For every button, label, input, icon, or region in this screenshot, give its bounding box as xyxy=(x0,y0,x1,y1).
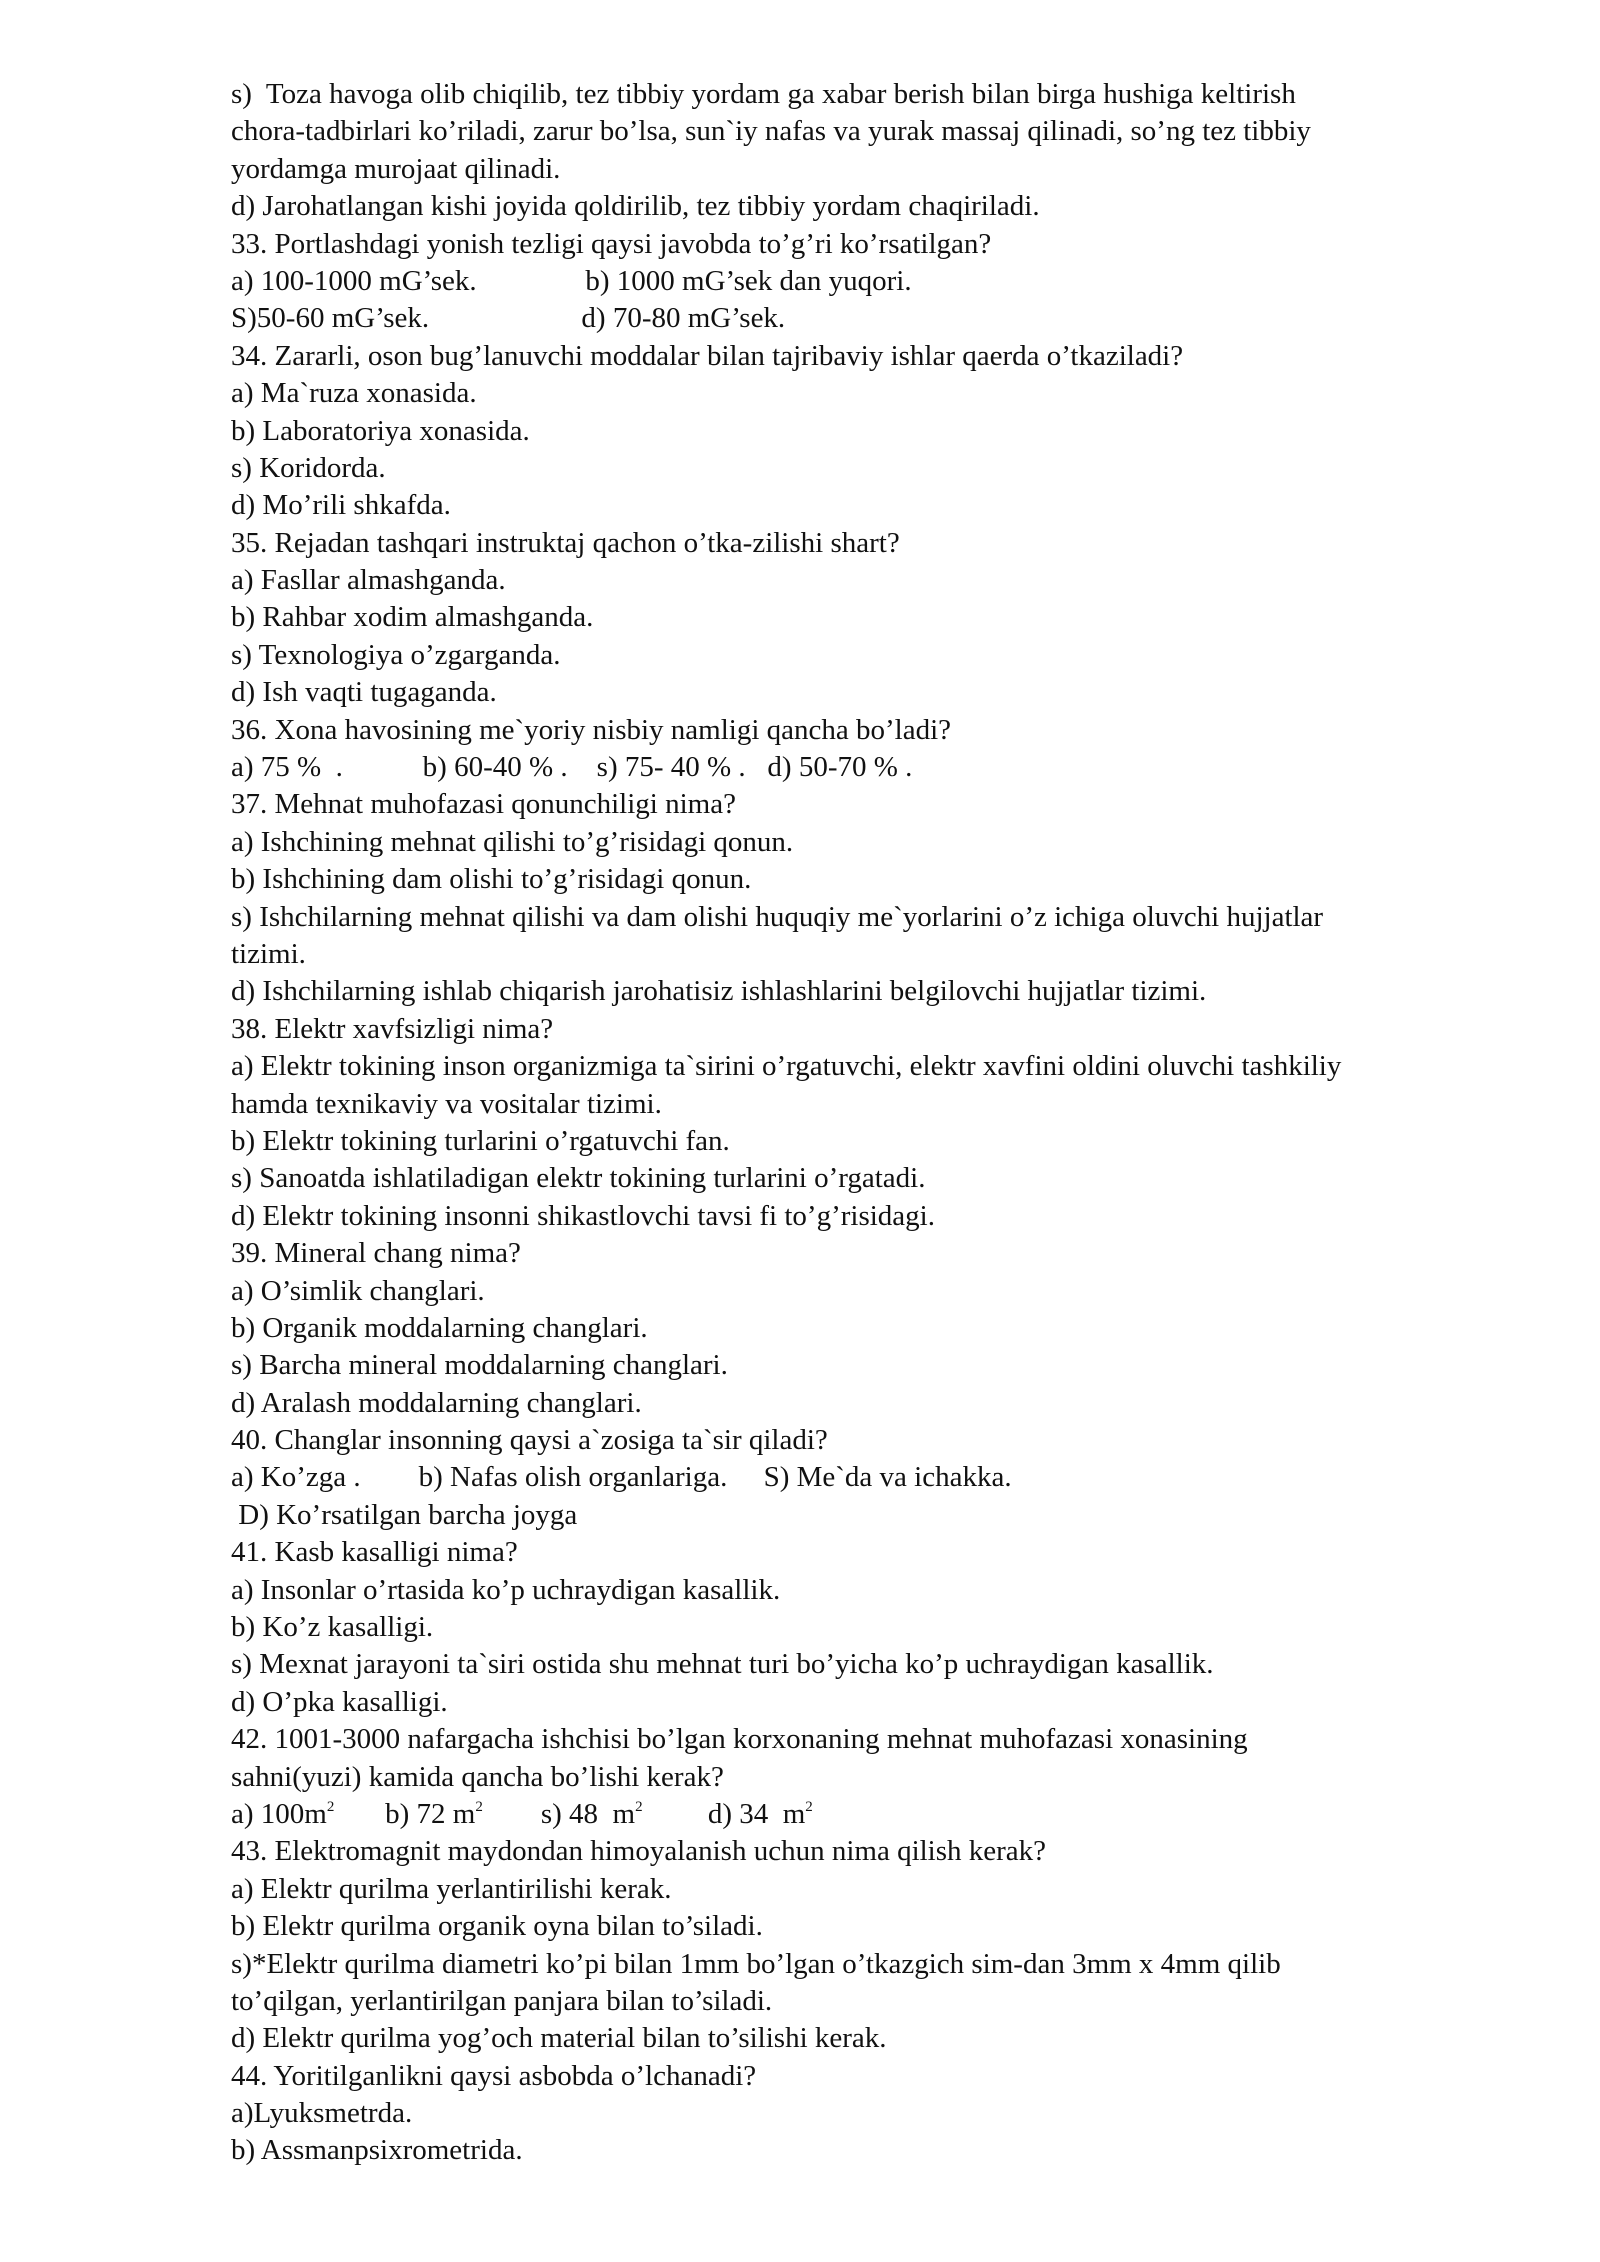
superscript: 2 xyxy=(475,1798,483,1815)
text-line: tizimi. xyxy=(231,937,306,970)
text-line: d) Elektr tokining insonni shikastlovchi tavsi fi to’g’risidagi. xyxy=(231,1199,935,1232)
text-line: b) Ko’z kasalligi. xyxy=(231,1611,434,1644)
question-35: 35. Rejadan tashqari instruktaj qachon o’tka-zilishi shart? xyxy=(231,526,900,559)
question-43: 43. Elektromagnit maydondan himoyalanish uchun nima qilish kerak? xyxy=(231,1835,1047,1868)
text-line: chora-tadbirlari ko’riladi, zarur bo’lsa, sun`iy nafas va yurak massaj qilinadi, so’ng tez tibbiy xyxy=(231,115,1311,148)
question-39: 39. Mineral chang nima? xyxy=(231,1237,521,1270)
question-37: 37. Mehnat muhofazasi qonunchiligi nima? xyxy=(231,788,736,821)
text-line: d) Jarohatlangan kishi joyida qoldirilib, tez tibbiy yordam chaqiriladi. xyxy=(231,190,1040,223)
text-line: yordamga murojaat qilinadi. xyxy=(231,152,561,185)
text-line: d) Aralash moddalarning changlari. xyxy=(231,1386,642,1419)
question-33: 33. Portlashdagi yonish tezligi qaysi javobda to’g’ri ko’rsatilgan? xyxy=(231,227,992,260)
text-line: sahni(yuzi) kamida qancha bo’lishi kerak? xyxy=(231,1760,724,1793)
text-line: a) Elektr qurilma yerlantirilishi kerak. xyxy=(231,1872,672,1905)
text-line: a) Ko’zga . b) Nafas olish organlariga. S) Me`da va ichakka. xyxy=(231,1461,1012,1494)
superscript: 2 xyxy=(805,1798,813,1815)
text-line: d) Mo’rili shkafda. xyxy=(231,489,451,522)
question-41: 41. Kasb kasalligi nima? xyxy=(231,1536,518,1569)
text-line: b) Laboratoriya xonasida. xyxy=(231,414,530,447)
text-line: a) Fasllar almashganda. xyxy=(231,564,506,597)
text-line: s) Barcha mineral moddalarning changlari. xyxy=(231,1349,728,1382)
q42-option-a: a) 100m xyxy=(231,1797,327,1830)
q42-option-s: s) 48 m xyxy=(540,1797,636,1830)
text-line: D) Ko’rsatilgan barcha joyga xyxy=(231,1498,578,1531)
text-line: b) Assmanpsixrometrida. xyxy=(231,2134,523,2167)
text-line: b) Rahbar xodim almashganda. xyxy=(231,601,594,634)
text-line: to’qilgan, yerlantirilgan panjara bilan to’siladi. xyxy=(231,1984,773,2017)
text-line: b) Elektr qurilma organik oyna bilan to’siladi. xyxy=(231,1910,763,1943)
text-line: b) Ishchining dam olishi to’g’risidagi qonun. xyxy=(231,863,752,896)
question-40: 40. Changlar insonning qaysi a`zosiga ta`sir qiladi? xyxy=(231,1424,828,1457)
text-line: S)50-60 mG’sek. d) 70-80 mG’sek. xyxy=(231,302,786,335)
text-line: hamda texnikaviy va vositalar tizimi. xyxy=(231,1087,662,1120)
text-line: a) Insonlar o’rtasida ko’p uchraydigan kasallik. xyxy=(231,1573,781,1606)
question-36: 36. Xona havosining me`yoriy nisbiy namligi qancha bo’ladi? xyxy=(231,713,952,746)
text-line: b) Organik moddalarning changlari. xyxy=(231,1311,648,1344)
text-line: d) O’pka kasalligi. xyxy=(231,1685,448,1718)
text-line: a) O’simlik changlari. xyxy=(231,1274,485,1307)
superscript: 2 xyxy=(635,1798,643,1815)
text-line: a) 100-1000 mG’sek. b) 1000 mG’sek dan yuqori. xyxy=(231,264,912,297)
text-line: a) Ishchining mehnat qilishi to’g’risidagi qonun. xyxy=(231,825,794,858)
text-line: a) 75 % . b) 60-40 % . s) 75- 40 % . d) 50-70 % . xyxy=(231,751,913,784)
superscript: 2 xyxy=(326,1798,335,1815)
text-line: d) Ish vaqti tugaganda. xyxy=(231,676,497,709)
text-line: s) Mexnat jarayoni ta`siri ostida shu mehnat turi bo’yicha ko’p uchraydigan kasallik. xyxy=(231,1648,1214,1681)
text-line: s)*Elektr qurilma diametri ko’pi bilan 1mm bo’lgan o’tkazgich sim-dan 3mm x 4mm qilib xyxy=(231,1947,1281,1980)
document-body xyxy=(231,76,1531,2170)
question-38: 38. Elektr xavfsizligi nima? xyxy=(231,1012,554,1045)
text-line: s) Sanoatda ishlatiladigan elektr tokining turlarini o’rgatadi. xyxy=(231,1162,926,1195)
q42-option-b: b) 72 m xyxy=(385,1797,476,1830)
text-line: a) Ma`ruza xonasida. xyxy=(231,377,477,410)
text-line: a)Lyuksmetrda. xyxy=(231,2097,413,2130)
text-line: s) Koridorda. xyxy=(231,451,386,484)
text-line: s) Toza havoga olib chiqilib, tez tibbiy yordam ga xabar berish bilan birga hushiga keltirish xyxy=(231,78,1296,110)
text-line: a) Elektr tokining inson organizmiga ta`sirini o’rgatuvchi, elektr xavfini oldini oluvchi tashkiliy xyxy=(231,1050,1342,1083)
question-34: 34. Zararli, oson bug’lanuvchi moddalar bilan tajribaviy ishlar qaerda o’tkaziladi? xyxy=(231,339,1184,372)
text-line: s) Ishchilarning mehnat qilishi va dam olishi huquqiy me`yorlarini o’z ichiga oluvchi hujjatlar xyxy=(231,900,1324,933)
text-line: d) Elektr qurilma yog’och material bilan to’silishi kerak. xyxy=(231,2022,887,2055)
q42-options-line xyxy=(231,1796,1531,1833)
q42-option-d: d) 34 m xyxy=(707,1797,806,1830)
text-line: b) Elektr tokining turlarini o’rgatuvchi fan. xyxy=(231,1124,730,1157)
question-42: 42. 1001-3000 nafargacha ishchisi bo’lgan korxonaning mehnat muhofazasi xonasining xyxy=(231,1723,1248,1756)
text-line: d) Ishchilarning ishlab chiqarish jarohatisiz ishlashlarini belgilovchi hujjatlar tizimi. xyxy=(231,975,1207,1008)
question-44: 44. Yoritilganlikni qaysi asbobda o’lchanadi? xyxy=(231,2059,757,2092)
text-line: s) Texnologiya o’zgarganda. xyxy=(231,638,561,671)
